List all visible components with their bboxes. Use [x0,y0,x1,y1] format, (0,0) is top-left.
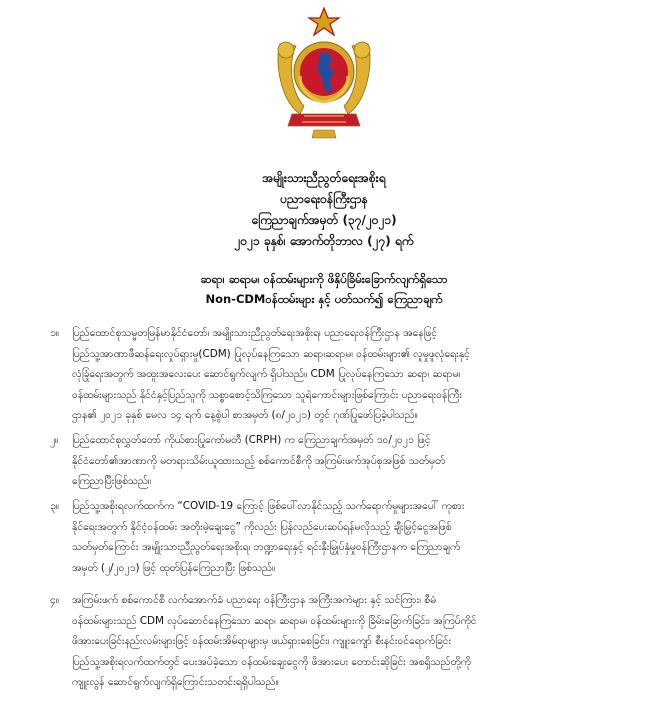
paragraph-line: နိုင်ငံတော်၏အာဏာကို မတရားသိမ်းယူထားသည့် စစ်ကောင်စီကို အကြမ်းဖက်အုပ်စုအဖြစ် သတ်မှတ် [72,454,446,467]
paragraph-line: ဝန်ထမ်းများသည် CDM လုပ်ဆောင်နေကြသော ဆရာ၊ ဆရာမ၊ ဝန်ထမ်းများကို ခြိမ်းခြောက်ခြင်း၊ အကြပ်ကိုင် [72,614,477,627]
paragraph-line: သတ်မှတ်ကြောင်း အမျိုးသားညီညွတ်ရေးအစိုးရ၊ ဘဏ္ဍာရေးနှင့် ရင်းနှီးမြှုပ်နှံမှုဝန်ကြီးဌာနက ကြေညာချက် [72,541,461,553]
paragraph-number: ၄။ [50,594,59,606]
paragraph-line: နိုင်ရေးအတွက် နိုင်ငံ့ဝန်ထမ်း အတိုးမဲ့ချေးငွေ” ကိုလည်း ပြန်လည်ပေးဆပ်ရန်မလိုသည့် ချီးမြှင့်ငွေအဖြစ် [72,520,452,533]
paragraph-2 [50,430,617,492]
paragraph-line: အကြမ်းဖက် စစ်ကောင်စီ လက်အောက်ခံ ပညာရေး ဝန်ကြီးဌာန အကြီးအကဲများ နှင့် သင်ကြား၊ စီမံ [72,594,437,606]
title-line-1: ဆရာ၊ ဆရာမ၊ ဝန်ထမ်းများကို ဖိနှိပ်ခြိမ်းခြောက်လျက်ရှိသော [200,272,448,286]
paragraph-3 [50,496,617,578]
state-emblem [274,6,374,142]
paragraph-line: အမှတ် (၂/၂၀၂၁) ဖြင့် ထုတ်ပြန်ကြေညာပြီး ဖြစ်သည်။ [72,561,276,574]
paragraph-number: ၃။ [50,500,59,512]
paragraph-line: ပြည်သူ့အစိုးရလက်ထက်က “COVID-19 ကြောင့် ဖြစ်ပေါ်လာနိုင်သည့် သက်ရောက်မှုများအပေါ် ကုစား [72,500,465,512]
title-line-2: Non-CDMဝန်ထမ်းများ နှင့် ပတ်သက်၍ ကြေညာချက် [205,292,443,306]
header-date: ၂၀၂၁ ခုနှစ်၊ အောက်တိုဘာလ (၂၇) ရက် [234,234,414,248]
header-ministry-government: အမျိုးသားညီညွတ်ရေးအစိုးရ [262,171,386,185]
header-announcement-number: ကြေညာချက်အမှတ် (၃၇/၂၀၂၁) [251,213,397,227]
paragraph-1 [50,323,617,426]
paragraph-line: ကျူးလွန် ဆောင်ရွက်လျက်ရှိကြောင်းသတင်းရရှိပါသည်။ [72,676,279,688]
paragraph-line: ပြည်ထောင်စုသမ္မတမြန်မာနိုင်ငံတော်၊ အမျိုးသားညီညွတ်ရေးအစိုးရ၊ ပညာရေးဝန်ကြီးဌာန အနေဖြင့် [72,327,438,339]
paragraph-line: ဖိအားပေးခြင်းနည်းလမ်းများဖြင့် ဝန်ထမ်းအိမ်ရာများမှ ဖယ်ရှားစေခြင်း၊ ကျူးကျော် စီးနင်းဝင်ရောက်ခြင်း [72,635,452,647]
paragraph-line: ကြေညာပြီးဖြစ်သည်။ [72,475,152,487]
paragraph-line: ပြည်သူ့အာဏာဖီဆန်ရေးလှုပ်ရှားမှု(CDM) ပြုလုပ်နေကြသော ဆရာ၊ဆရာမ၊ ဝန်ထမ်းများ၏ လူမှုဖူလုံရေးနှင့် [72,347,470,360]
paragraph-line: ဝန်ထမ်းများသည် နိုင်ငံနှင့်ပြည်သူကို သစ္စာစောင့်သိကြသော သူရဲကောင်းများဖြစ်ကြောင်း ပညာရေးဝန်ကြီး [72,388,462,401]
paragraph-4 [50,590,617,693]
paragraph-number: ၂။ [50,434,59,446]
paragraph-line: လုံခြုံရေးအတွက် အထူးအလေးပေး ဆောင်ရွက်လျက် ရှိပါသည်။ CDM ပြုလုပ်နေကြသော ဆရာ၊ ဆရာမ၊ [72,368,461,380]
paragraph-line: ပြည်ထောင်စုလွှတ်တော် ကိုယ်စားပြုကော်မတီ (CRPH) က ကြေညာချက်အမှတ် ၁၀/၂၀၂၁ ဖြင့် [72,434,431,446]
paragraph-line: ဌာန၏ ၂၀၂၁ ခုနှစ် မေလ ၁၄ ရက် နေ့စွဲပါ စာအမှတ် (၈/၂၀၂၁) တွင် ဂုဏ်ပြုဖော်ပြခဲ့ပါသည်။ [72,409,418,421]
header-ministry-name: ပညာရေးဝန်ကြီးဌာန [280,192,368,206]
paragraph-number: ၁။ [50,327,59,339]
paragraph-line: ပြည်သူ့အစိုးရလက်ထက်တွင် ပေးအပ်ခဲ့သော ဝန်ထမ်းချေးငွေကို ဖိအားပေး တောင်းဆိုခြင်း အစရှိသည်တို့ကို [72,655,471,668]
